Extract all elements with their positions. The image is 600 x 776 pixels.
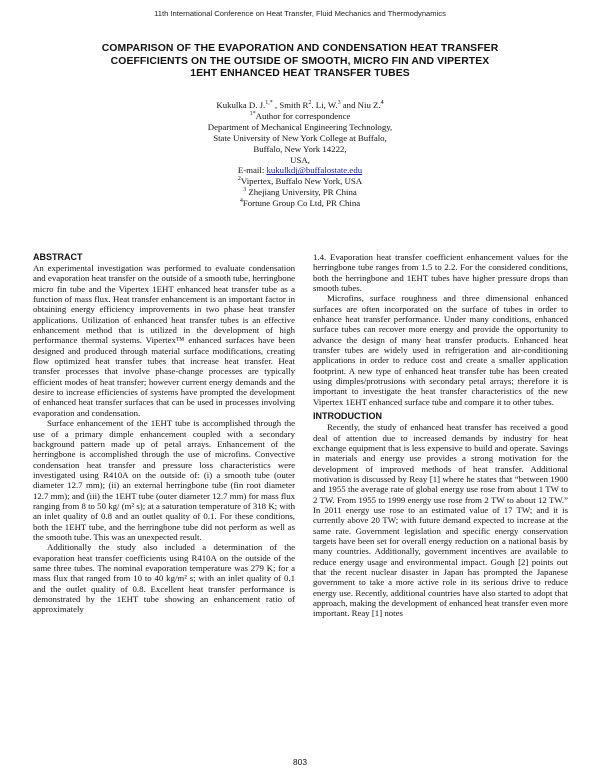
correspondence-text: Author for correspondence [255,110,351,121]
author-sup: 4 [380,100,384,107]
body-paragraph: 1.4. Evaporation heat transfer coefficient enhancement values for the herringbone tube ranges from 1.5 to 2.2. For the considered conditions, both the herringbone and 1EHT tubes have higher pressure drops than smooth tubes. [313,252,568,294]
author-sup: 3 [337,100,341,107]
left-column [33,252,295,615]
author-sup: 1,* [265,100,273,107]
title-line: 1EHT ENHANCED HEAT TRANSFER TUBES [190,68,410,79]
correspondence-note [100,111,500,122]
conference-header: 11th International Conference on Heat Transfer, Fluid Mechanics and Thermodynamics [154,9,446,18]
affiliation-line [100,176,500,187]
author-name: Kukulka D. J. [216,100,266,110]
introduction-heading: INTRODUCTION [313,411,382,422]
affiliation-line [100,187,500,198]
affiliation-sup: 3 [243,187,247,194]
abstract-paragraph: Additionally the study also included a determination of the evaporation heat transfer coefficients using R410A on the outside of the same three tubes. The nominal evaporation temperature was 279 K; for a mass flux that ranged from 10 to 40 kg/m² s; with an inlet quality of 0.1 and the outlet quality of 0.8. Excellent heat transfer performance is demonstrated by the 1EHT tube showing an enhancement ratio of approximately [33,542,295,615]
page-number: 803 [293,757,307,767]
affiliation-line: State University of New York College at Buffalo, [213,132,387,143]
abstract-paragraph: Surface enhancement of the 1EHT tube is accomplished through the use of a primary dimple enhancement coupled with a secondary background pattern made up of petal arrays. Enhancement of the herringbone is accomplished through the use of microfins. Convective condensation heat transfer and pressure loss characteristics were investigated using R410A on the outside of: (i) a smooth tube (outer diameter 12.7 mm); (ii) an external herringbone tube (fin root diameter 12.7 mm); and (iii) the 1EHT tube (outer diameter 12.7 mm) for mass flux ranging from 8 to 50 kg/ (m² s); at a saturation temperature of 318 K; with an inlet quality of 0.8 and an outlet quality of 0.1. For these conditions, both the 1EHT tube, and the herringbone tube did not perform as well as the smooth tube. This was an unexpected result. [33,418,295,542]
author-sup: 2 [308,100,312,107]
correspondence-sup: 1* [249,110,256,117]
author-list [100,100,500,111]
body-paragraph: Recently, the study of enhanced heat transfer has received a good deal of attention due to increased demands by industry for heat exchange equipment that is less expensive to build and operate. Savings in materials and energy use provides a strong motivation for the development of improved methods of heat transfer. Additional motivation is discussed by Reay [1] where he states that “between 1900 and 1955 the average rate of global energy use rose from about 1 TW to 2 TW. From 1955 to 1999 energy use rose from 2 TW to about 12 TW.” In 2011 energy use rose to an estimated value of 17 TW; and it is currently above 20 TW; with future demand expected to increase at the same rate. Government legislation and specific energy conservation targets have been set for overall energy reduction on a national basis by many countries. Additionally, government incentives are available to reduce energy usage and environmental impact. Gough [2] points out that the recent nuclear disaster in Japan has prompted the Japanese government to take a more active role in its serious drive to reduce energy use. Recently, additional countries have also started to adopt that approach, making the development of enhanced heat transfer even more important. Reay [1] notes [313,422,568,619]
affiliation-line: Buffalo, New York 14222, [253,143,347,154]
affiliation-sup: 2 [237,176,241,183]
body-paragraph: Microfins, surface roughness and three dimensional enhanced surfaces are often incorporated on the surface of tubes in order to enhance heat transfer performance. Under many conditions, enhanced surface tubes can recover more energy and provide the opportunity to advance the design of many heat transfer products. Enhanced heat transfer tubes are widely used in refrigeration and air-conditioning applications in order to reduce cost and create a smaller application footprint. A new type of enhanced heat transfer tube has been created using dimples/protrusions with secondary petal arrays; therefore it is important to investigate the heat transfer characteristics of the new Vipertex 1EHT enhanced surface tube and compare it to other tubes. [313,293,568,407]
affiliation-line: Department of Mechanical Engineering Technology, [207,121,393,132]
right-column [313,252,568,619]
abstract-heading: ABSTRACT [33,252,83,262]
affiliation-text: Vipertex, Buffalo New York, USA [240,176,363,187]
email-line [100,165,500,176]
affiliation-text: Fortune Group Co Ltd, PR China [242,198,361,209]
paper-title [60,43,540,81]
author-name: and Niu Z. [340,100,381,110]
title-line: COMPARISON OF THE EVAPORATION AND CONDENSATION HEAT TRANSFER [101,43,499,54]
affiliation-sup: 4 [239,198,243,205]
affiliation-text: Zhejiang University, PR China [246,187,357,198]
affiliation-line [100,198,500,209]
affiliation-line: USA, [290,154,310,165]
author-name: , Smith R [272,100,309,110]
email-label: E-mail: [237,165,267,176]
author-name: . Li, W. [311,100,338,110]
email-link[interactable]: kukulkdj@buffalostate.edu [266,165,363,176]
author-block [100,100,500,209]
abstract-paragraph: An experimental investigation was performed to evaluate condensation and evaporation heat transfer on the outside of a smooth tube, herringbone micro fin tube and the Vipertex 1EHT enhanced heat transfer tube as a function of mass flux. Heat transfer enhancement is an important factor in obtaining energy efficiency improvements in two phase heat transfer applications. Utilization of enhanced heat transfer tubes is an effective enhancement method that is utilized in the development of high performance thermal systems. Vipertex™ enhanced surfaces have been designed and produced through material surface modifications, creating flow optimized heat transfer tubes that increase heat transfer. Heat transfer processes that involve phase-change processes are typically efficient modes of heat transfer; however current energy demands and the desire to increase efficiencies of systems have prompted the development of enhanced heat transfer surfaces that can be used in processes involving evaporation and condensation. [33,263,295,418]
title-line: COEFFICIENTS ON THE OUTSIDE OF SMOOTH, MICRO FIN AND VIPERTEX [110,55,490,67]
